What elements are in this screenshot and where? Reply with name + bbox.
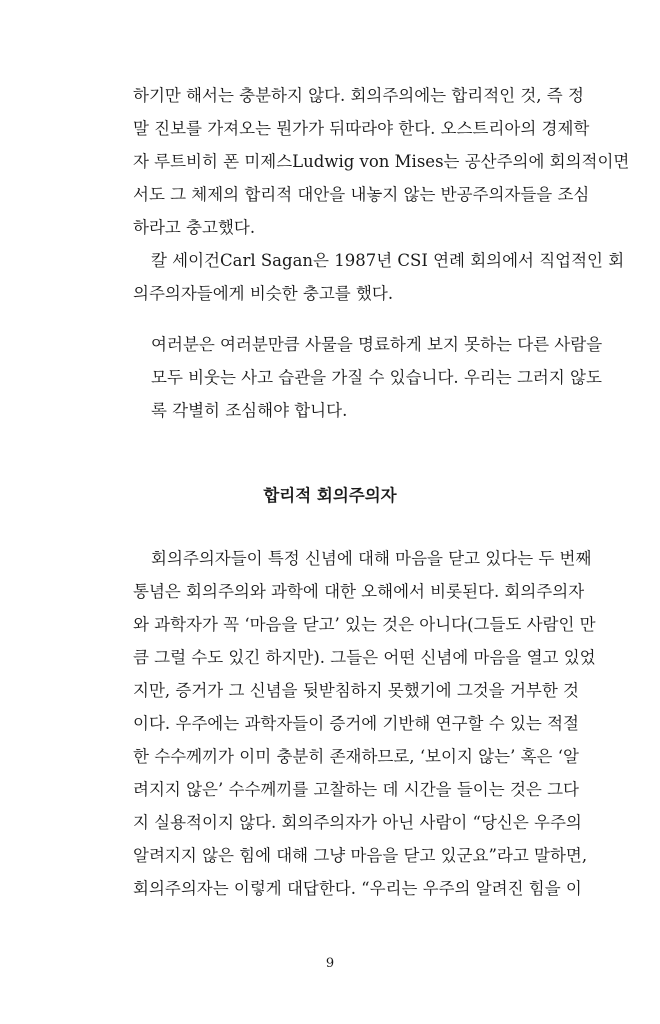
text-line: 말 진보를 가져오는 뭔가가 뒤따라야 한다. 오스트리아의 경제학: [133, 119, 590, 138]
text-line: 려지지 않은’ 수수께끼를 고찰하는 데 시간을 들이는 것은 그다: [133, 780, 579, 799]
section-heading: 합리적 회의주의자: [263, 486, 397, 505]
text-line: 큼 그럴 수도 있긴 하지만). 그들은 어떤 신념에 마음을 열고 있었: [133, 648, 596, 667]
text-line: 하라고 충고했다.: [133, 218, 256, 237]
text-line: 자 루트비히 폰 미제스Ludwig von Mises는 공산주의에 회의적이면: [133, 152, 630, 171]
text-line: 서도 그 체제의 합리적 대안을 내놓지 않는 반공주의자들을 조심: [133, 185, 590, 204]
text-line: 와 과학자가 꼭 ‘마음을 닫고’ 있는 것은 아니다(그들도 사람인 만: [133, 615, 596, 634]
text-line: 회의주의자들이 특정 신념에 대해 마음을 닫고 있다는 두 번째: [151, 549, 592, 568]
text-line: 알려지지 않은 힘에 대해 그냥 마음을 닫고 있군요”라고 말하면,: [133, 846, 588, 865]
text-line: 지 실용적이지 않다. 회의주의자가 아닌 사람이 “당신은 우주의: [133, 813, 582, 832]
text-line: 지만, 증거가 그 신념을 뒷받침하지 못했기에 그것을 거부한 것: [133, 681, 579, 700]
text-line: 의주의자들에게 비슷한 충고를 했다.: [133, 284, 394, 303]
quote-line: 여러분은 여러분만큼 사물을 명료하게 보지 못하는 다른 사람을: [151, 335, 603, 354]
text-line: 통념은 회의주의와 과학에 대한 오해에서 비롯된다. 회의주의자: [133, 582, 585, 601]
page-number: 9: [325, 956, 335, 971]
quote-line: 모두 비웃는 사고 습관을 가질 수 있습니다. 우리는 그러지 않도: [151, 368, 602, 387]
text-line: 이다. 우주에는 과학자들이 증거에 기반해 연구할 수 있는 적절: [133, 714, 579, 733]
text-line: 하기만 해서는 충분하지 않다. 회의주의에는 합리적인 것, 즉 정: [133, 86, 584, 105]
text-line: 칼 세이건Carl Sagan은 1987년 CSI 연례 회의에서 직업적인 회: [151, 251, 625, 270]
text-line: 회의주의자는 이렇게 대답한다. “우리는 우주의 알려진 힘을 이: [133, 879, 582, 898]
text-line: 한 수수께끼가 이미 충분히 존재하므로, ‘보이지 않는’ 혹은 ‘알: [133, 747, 579, 766]
quote-line: 록 각별히 조심해야 합니다.: [151, 401, 348, 420]
